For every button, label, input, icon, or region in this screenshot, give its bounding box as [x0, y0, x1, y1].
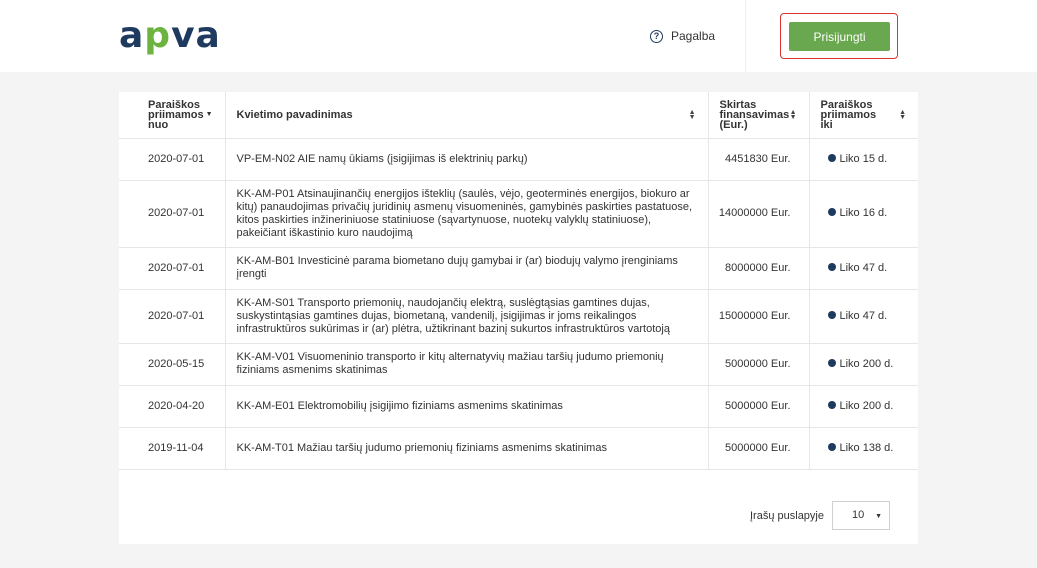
chevron-down-icon: ▼ [875, 513, 882, 520]
cell-funding: 4451830 Eur. [708, 138, 809, 180]
cell-funding: 8000000 Eur. [708, 247, 809, 289]
cell-call-title[interactable]: KK-AM-P01 Atsinaujinančių energijos išteklių (saulės, vėjo, geoterminės energijos, biokuro ar kitų) panaudojimas privačių juridinių asmenų visuomeninės, gamybinės paskirties pastatuose, kitos paskirties inžineriniuose statiniuose (sąvartynuose, nuotekų valyklų statiniuose), pakeičiant iškastinio kuro naudojimą [225, 180, 708, 247]
clock-icon [828, 263, 836, 271]
table-row[interactable] [119, 289, 918, 343]
cell-remaining [809, 247, 918, 289]
clock-icon [828, 401, 836, 409]
table-row[interactable] [119, 180, 918, 247]
logo-letters-va: va [171, 15, 221, 56]
remaining-label: Liko 47 d. [839, 261, 888, 274]
clock-icon [828, 443, 836, 451]
calls-table-card [119, 92, 918, 544]
apva-logo[interactable] [119, 15, 221, 56]
per-page-value: 10 [852, 509, 865, 521]
clock-icon [828, 311, 836, 319]
column-header-funding[interactable] [708, 92, 809, 138]
cell-remaining [809, 343, 918, 385]
table-row[interactable] [119, 343, 918, 385]
column-header-label: Paraiškos priimamos iki [820, 98, 877, 131]
cell-remaining [809, 180, 918, 247]
cell-start-date: 2020-07-01 [119, 247, 225, 289]
remaining-label: Liko 15 d. [839, 152, 888, 165]
cell-remaining [809, 427, 918, 469]
cell-funding: 5000000 Eur. [708, 385, 809, 427]
cell-remaining [809, 385, 918, 427]
table-header-row [119, 92, 918, 138]
cell-remaining [809, 138, 918, 180]
cell-start-date: 2020-07-01 [119, 180, 225, 247]
remaining-label: Liko 200 d. [839, 399, 894, 412]
remaining-label: Liko 138 d. [839, 441, 894, 454]
column-header-start-date[interactable] [119, 92, 225, 138]
cell-call-title[interactable]: KK-AM-B01 Investicinė parama biometano dujų gamybai ir (ar) biodujų valymo įrenginiams įrengti [225, 247, 708, 289]
cell-funding: 15000000 Eur. [708, 289, 809, 343]
logo-letter-a: a [119, 15, 145, 56]
cell-call-title[interactable]: KK-AM-V01 Visuomeninio transporto ir kitų alternatyvių mažiau taršių judumo priemonių fiziniams asmenims skatinimas [225, 343, 708, 385]
cell-start-date: 2020-05-15 [119, 343, 225, 385]
cell-funding: 14000000 Eur. [708, 180, 809, 247]
column-header-end-date[interactable] [809, 92, 918, 138]
column-header-label: Skirtas finansavimas (Eur.) [719, 98, 790, 131]
table-row[interactable] [119, 385, 918, 427]
logo-letter-p: p [144, 15, 172, 56]
column-header-label: Kvietimo pavadinimas [236, 108, 353, 121]
calls-table [119, 92, 918, 470]
column-header-title[interactable] [225, 92, 708, 138]
clock-icon [828, 208, 836, 216]
clock-icon [828, 154, 836, 162]
help-question-icon: ? [650, 30, 663, 43]
site-header [0, 0, 1037, 72]
cell-start-date: 2020-07-01 [119, 289, 225, 343]
cell-call-title[interactable]: KK-AM-T01 Mažiau taršių judumo priemonių fiziniams asmenims skatinimas [225, 427, 708, 469]
cell-call-title[interactable]: KK-AM-E01 Elektromobilių įsigijimo fiziniams asmenims skatinimas [225, 385, 708, 427]
cell-start-date: 2020-04-20 [119, 385, 225, 427]
sort-both-icon: ▲ ▼ [899, 108, 906, 121]
sort-both-icon: ▲ ▼ [789, 108, 797, 121]
per-page-label: Įrašų puslapyje [750, 510, 824, 522]
per-page-select[interactable] [832, 501, 890, 530]
cell-funding: 5000000 Eur. [708, 343, 809, 385]
cell-start-date: 2019-11-04 [119, 427, 225, 469]
remaining-label: Liko 47 d. [839, 309, 888, 322]
cell-remaining [809, 289, 918, 343]
table-footer [119, 500, 918, 530]
help-label: Pagalba [671, 29, 716, 43]
login-button[interactable]: Prisijungti [789, 22, 890, 51]
help-link[interactable] [650, 29, 715, 43]
column-header-label: Paraiškos priimamos nuo [148, 98, 204, 131]
sort-desc-icon: ▼ [205, 110, 213, 118]
login-button-focus-outline [780, 13, 898, 59]
cell-call-title[interactable]: VP-EM-N02 AIE namų ūkiams (įsigijimas iš elektrinių parkų) [225, 138, 708, 180]
remaining-label: Liko 200 d. [839, 357, 894, 370]
remaining-label: Liko 16 d. [839, 207, 888, 219]
header-divider [745, 0, 746, 72]
table-row[interactable] [119, 138, 918, 180]
clock-icon [828, 359, 836, 367]
cell-call-title[interactable]: KK-AM-S01 Transporto priemonių, naudojančių elektrą, suslėgtąsias gamtines dujas, suskystintąsias gamtines dujas, biometaną, vandenilį, įsigijimas ir joms reikalingos infrastruktūros sukūrimas ir (ar) plėtra, užtikrinant bazinį sukurtos infrastruktūros vartotoją [225, 289, 708, 343]
sort-both-icon: ▲ ▼ [688, 108, 696, 121]
table-row[interactable] [119, 427, 918, 469]
cell-funding: 5000000 Eur. [708, 427, 809, 469]
cell-start-date: 2020-07-01 [119, 138, 225, 180]
table-row[interactable] [119, 247, 918, 289]
